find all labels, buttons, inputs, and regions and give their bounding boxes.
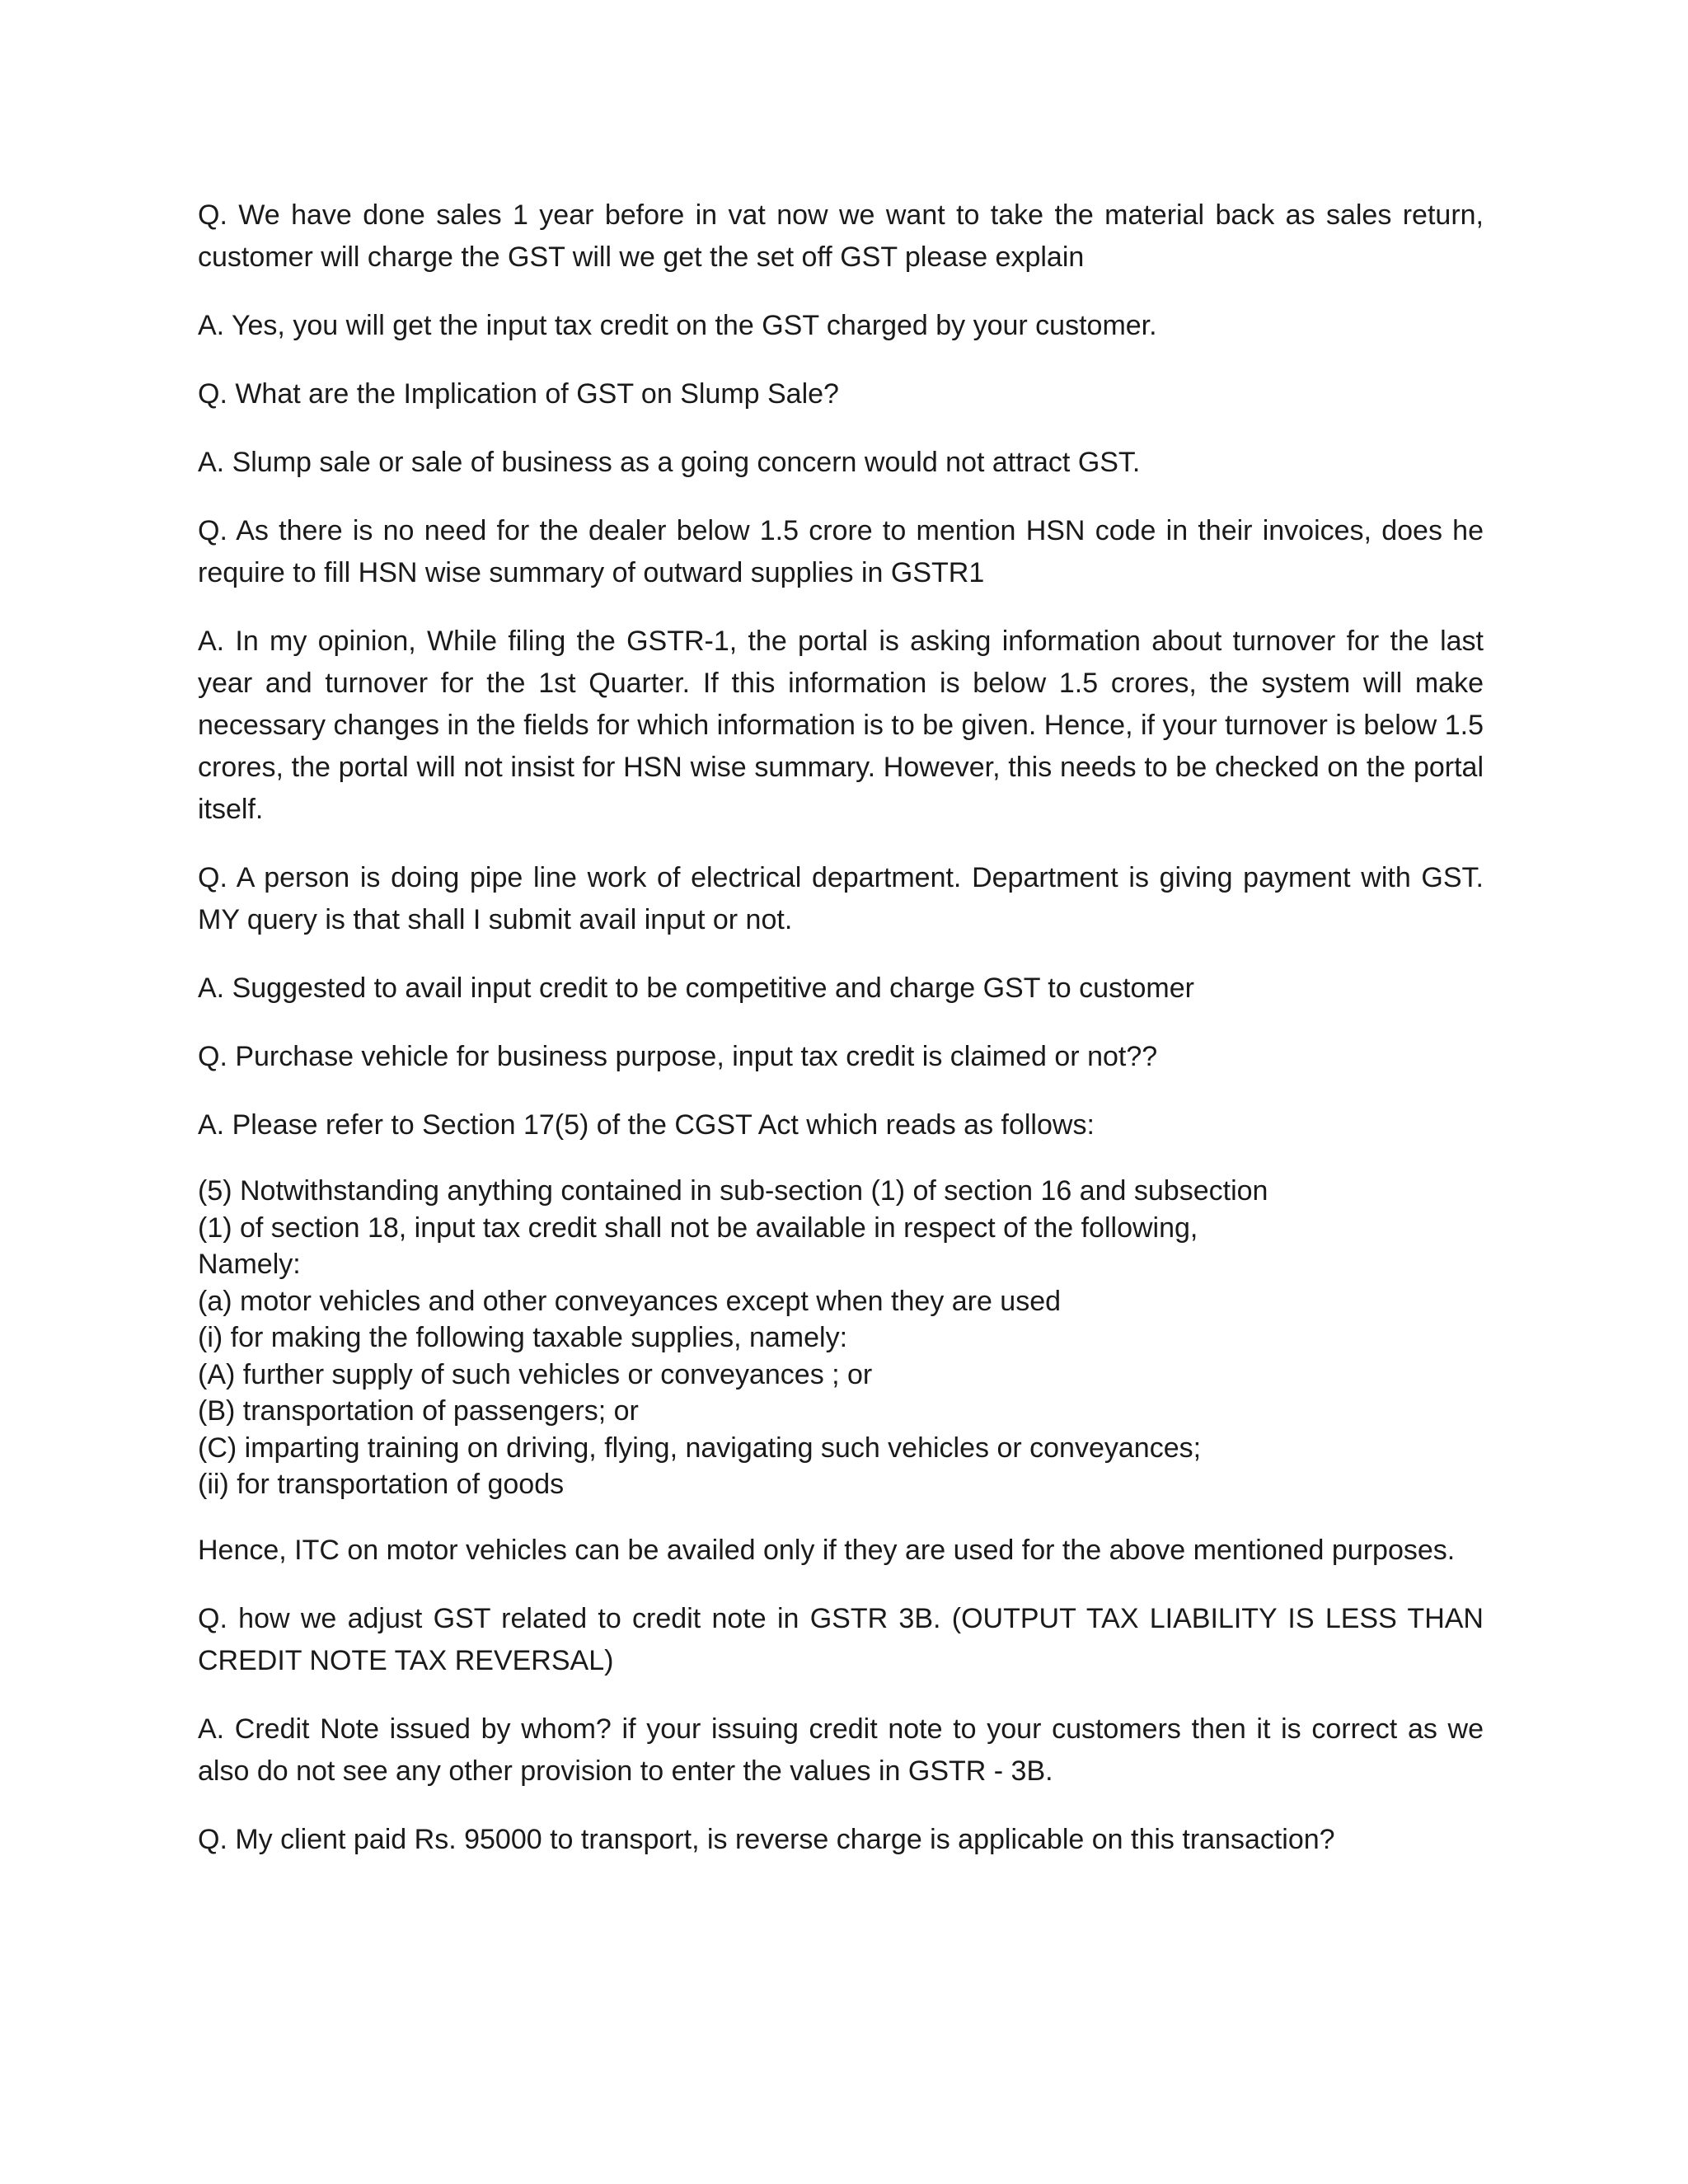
answer-slump-sale: A. Slump sale or sale of business as a going concern would not attract GST. (198, 447, 1141, 478)
document-page (198, 194, 1484, 1887)
question-credit-note: Q. how we adjust GST related to credit note in GSTR 3B. (OUTPUT TAX LIABILITY IS LESS THAN CREDIT NOTE TAX REVERSAL) (198, 1602, 1484, 1676)
section-line: (C) imparting training on driving, flying, navigating such vehicles or conveyances; (198, 1432, 1202, 1464)
vehicle-itc-conclusion: Hence, ITC on motor vehicles can be availed only if they are used for the above mentioned purposes. (198, 1534, 1456, 1566)
section-line: (a) motor vehicles and other conveyances except when they are used (198, 1285, 1062, 1317)
answer-sales-return: A. Yes, you will get the input tax credit on the GST charged by your customer. (198, 310, 1157, 341)
answer-vehicle-itc: A. Please refer to Section 17(5) of the CGST Act which reads as follows: (198, 1109, 1095, 1141)
section-line: (A) further supply of such vehicles or conveyances ; or (198, 1358, 873, 1390)
question-hsn-summary: Q. As there is no need for the dealer below 1.5 crore to mention HSN code in their invoices, does he require to fill HSN wise summary of outward supplies in GSTR1 (198, 515, 1484, 588)
question-pipe-line-work: Q. A person is doing pipe line work of electrical department. Department is giving payment with GST. MY query is that shall I submit avail input or not. (198, 862, 1484, 935)
question-slump-sale: Q. What are the Implication of GST on Slump Sale? (198, 378, 839, 410)
question-transport-rcm: Q. My client paid Rs. 95000 to transport, is reverse charge is applicable on this transaction? (198, 1823, 1335, 1855)
section-17-5-quote (198, 1173, 1484, 1503)
section-line: (1) of section 18, input tax credit shall not be available in respect of the following, (198, 1212, 1198, 1244)
section-line: (5) Notwithstanding anything contained in sub-section (1) of section 16 and subsection (198, 1175, 1268, 1207)
section-line: (i) for making the following taxable supplies, namely: (198, 1322, 848, 1353)
answer-pipe-line-work: A. Suggested to avail input credit to be competitive and charge GST to customer (198, 972, 1194, 1004)
section-line: (B) transportation of passengers; or (198, 1395, 639, 1427)
question-vehicle-itc: Q. Purchase vehicle for business purpose, input tax credit is claimed or not?? (198, 1041, 1158, 1072)
answer-credit-note: A. Credit Note issued by whom? if your issuing credit note to your customers then it is correct as we also do not see any other provision to enter the values in GSTR - 3B. (198, 1713, 1484, 1787)
question-sales-return: Q. We have done sales 1 year before in vat now we want to take the material back as sales return, customer will charge the GST will we get the set off GST please explain (198, 199, 1484, 273)
answer-hsn-summary: A. In my opinion, While filing the GSTR-1, the portal is asking information about turnover for the last year and turnover for the 1st Quarter. If this information is below 1.5 crores, the system will make necessary changes in the fields for which information is to be given. Hence, if your turnover is below 1.5 crores, the portal will not insist for HSN wise summary. However, this needs to be checked on the portal itself. (198, 626, 1484, 825)
section-line: (ii) for transportation of goods (198, 1469, 565, 1500)
section-line: Namely: (198, 1249, 301, 1280)
